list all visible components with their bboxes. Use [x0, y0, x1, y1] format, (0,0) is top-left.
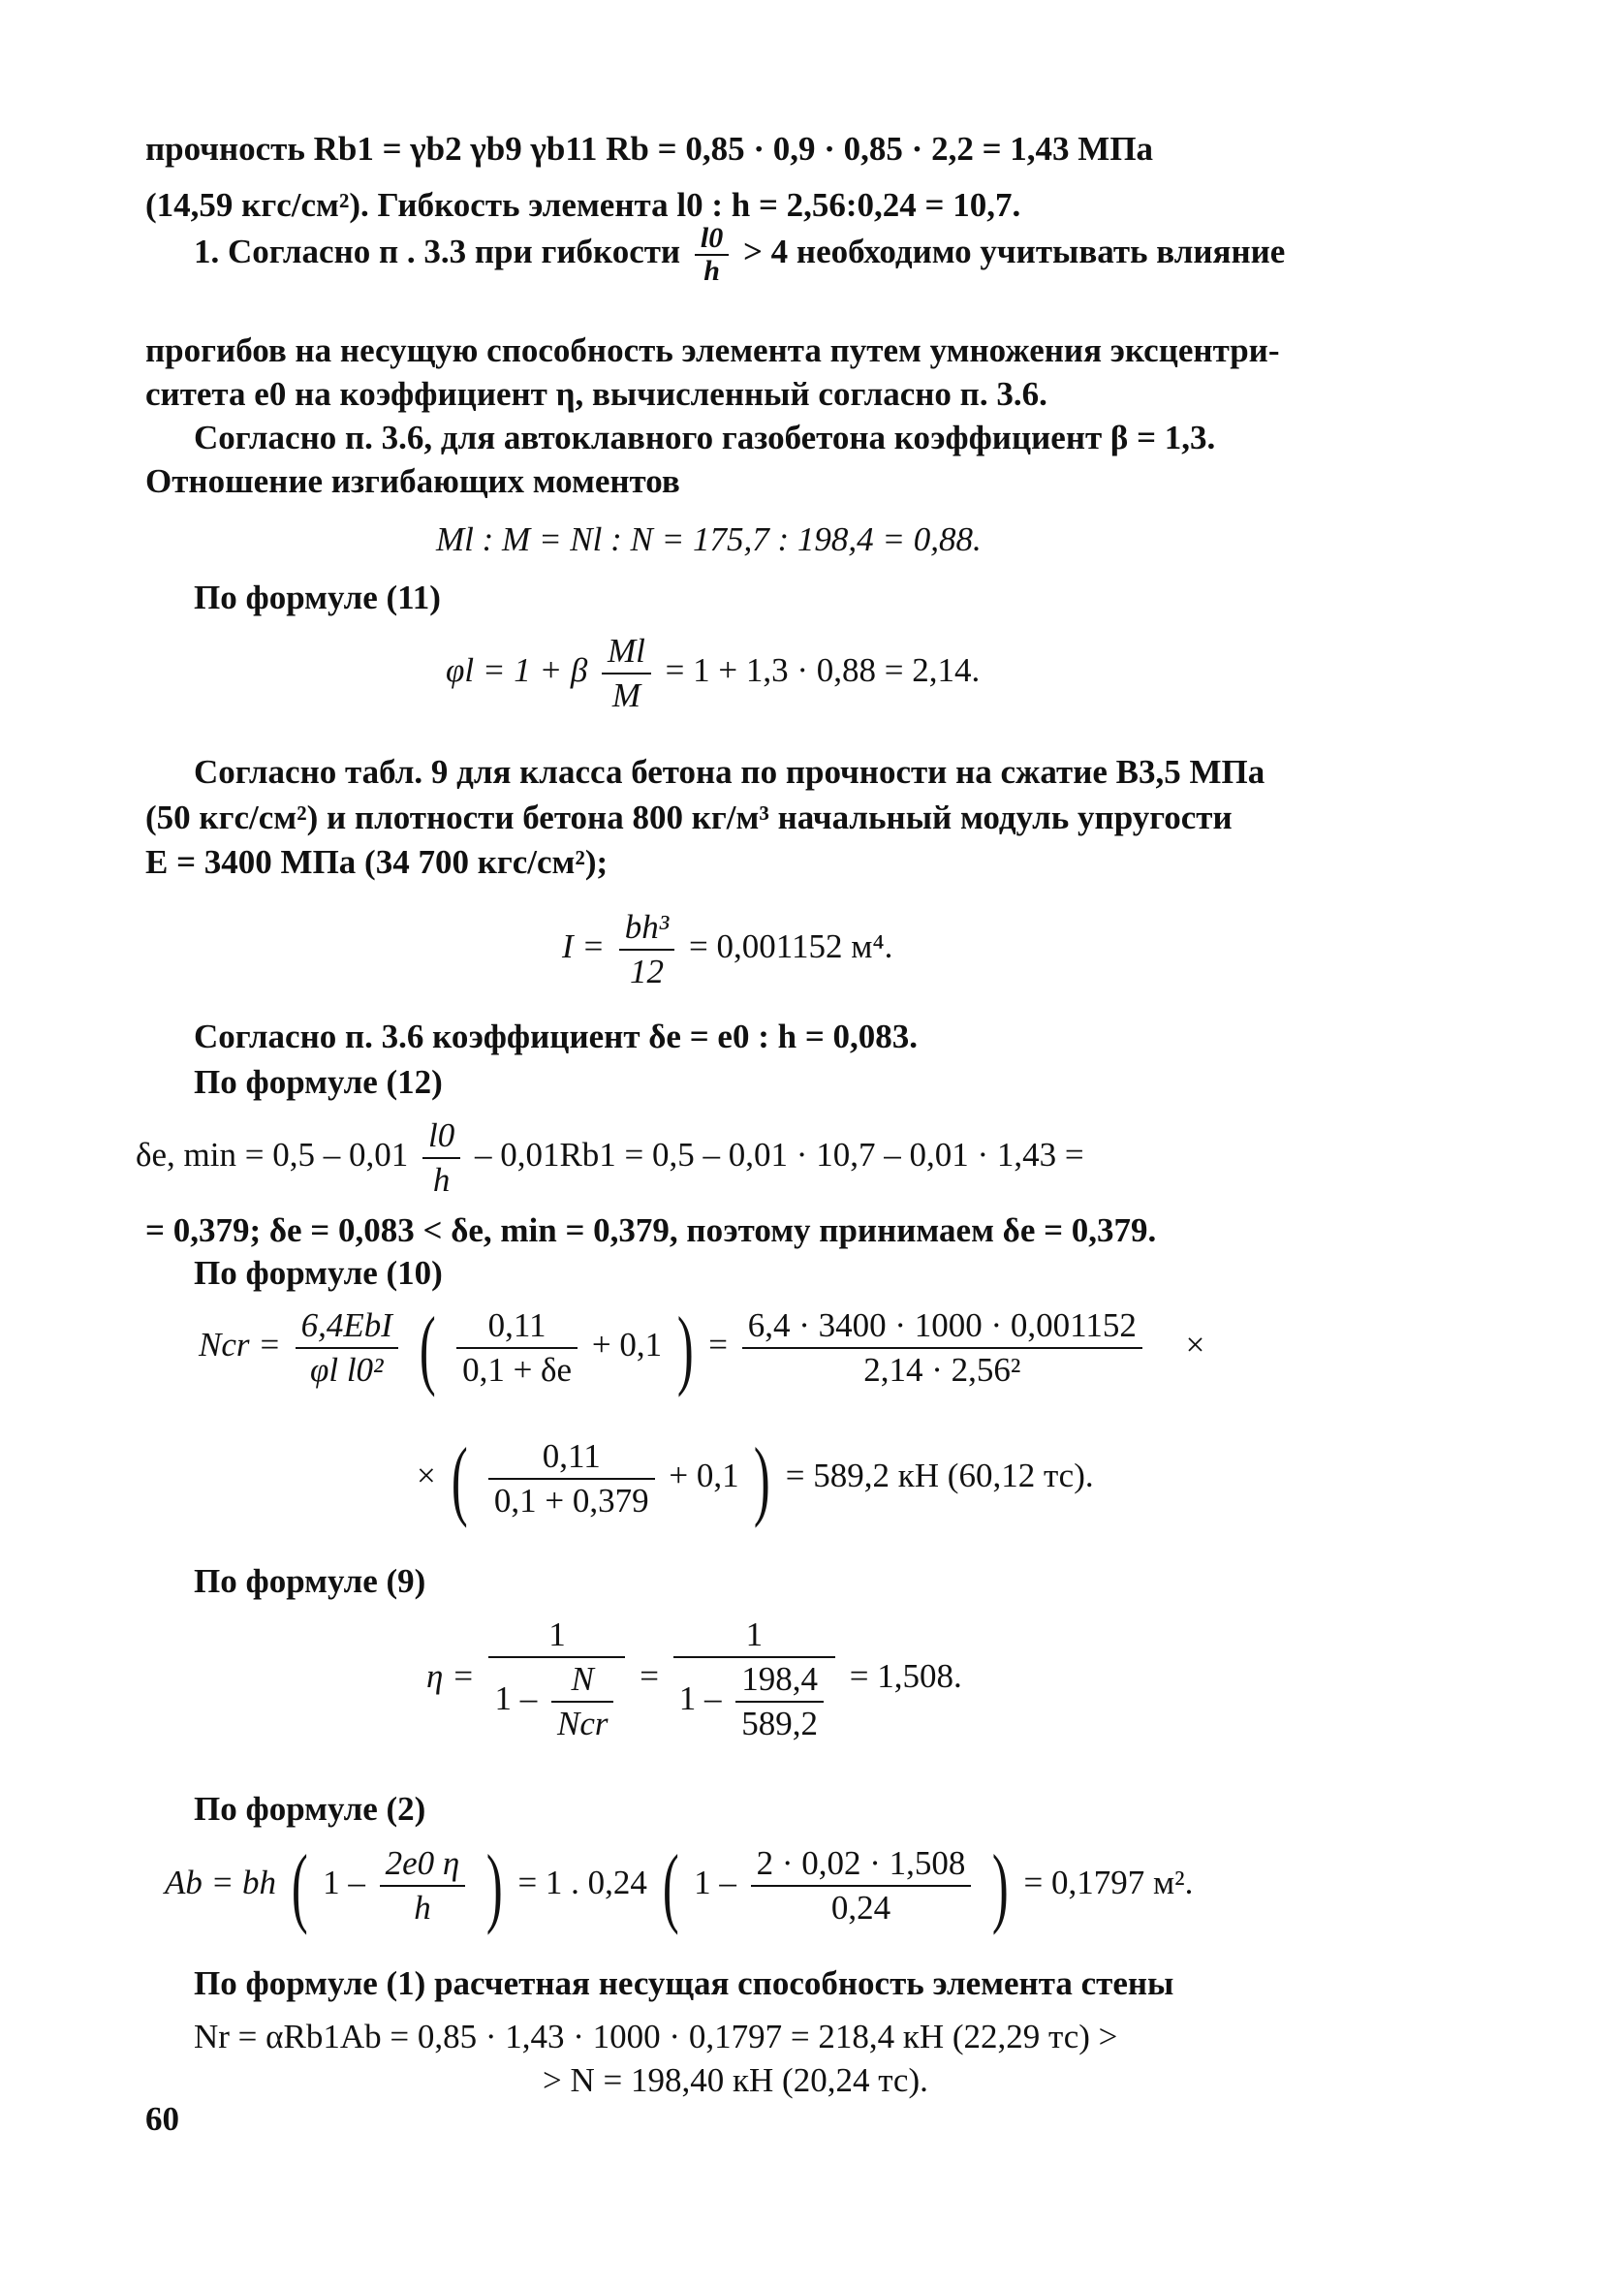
- eq-ncr-f3-den: 2,14 · 2,56²: [742, 1347, 1142, 1392]
- paragraph-3-line-3: E = 3400 МПа (34 700 кгс/см²);: [145, 843, 609, 881]
- eq-ncr2-mid: + 0,1: [669, 1457, 739, 1495]
- right-paren: ): [754, 1429, 771, 1528]
- eq-eta-f1-num: 1: [548, 1615, 566, 1653]
- paragraph-1-line-2: прогибов на несущую способность элемента путем умножения эксцентри-: [145, 331, 1280, 369]
- left-paren: (: [451, 1429, 468, 1528]
- eq-ncr-f2-num: 0,11: [487, 1306, 547, 1344]
- eq-ncr-mid: + 0,1: [591, 1326, 663, 1364]
- right-paren: ): [676, 1299, 694, 1397]
- eq-ncr2-den: 0,1 + 0,379: [488, 1478, 655, 1522]
- eq-eta-eq: =: [640, 1657, 659, 1696]
- eq-I-right: = 0,001152 м⁴.: [689, 927, 893, 966]
- p1-start: 1. Согласно п . 3.3 при гибкости: [194, 233, 681, 271]
- eq-de-left: δe, min = 0,5 – 0,01: [136, 1136, 409, 1175]
- eq-ab-f1-num: 2e0 η: [385, 1844, 460, 1882]
- left-paren: (: [419, 1299, 436, 1397]
- eq-ab-f1-den: h: [380, 1885, 466, 1929]
- label-formula-12: По формуле (12): [194, 1063, 443, 1101]
- eq-ncr-f1-num: 6,4EbI: [300, 1306, 392, 1344]
- text-line-slenderness: (14,59 кгс/см²). Гибкость элемента l0 : h = 2,56:0,24 = 10,7.: [145, 186, 1021, 224]
- eq-I-fraction: [619, 906, 675, 993]
- eq-ab-in2: 1 –: [694, 1864, 736, 1902]
- eq-eta-f1-den: [488, 1656, 625, 1745]
- eq-I-den: 12: [619, 949, 675, 993]
- eq-eta-f2-inner-num: 198,4: [741, 1660, 818, 1698]
- eq-ncr-f3-num: 6,4 · 3400 · 1000 · 0,001152: [747, 1306, 1137, 1344]
- label-formula-1: По формуле (1) расчетная несущая способность элемента стены: [194, 1964, 1174, 2002]
- paragraph-3-line-1: Согласно табл. 9 для класса бетона по прочности на сжатие В3,5 МПа: [194, 753, 1265, 791]
- eq-ncr-times: ×: [1185, 1326, 1205, 1364]
- right-paren: ): [992, 1836, 1009, 1935]
- p1-frac-num: l0: [700, 222, 724, 254]
- eq-ncr2-num: 0,11: [542, 1437, 601, 1475]
- eq-ab-f2-num: 2 · 0,02 · 1,508: [756, 1844, 966, 1882]
- paragraph-2-line-2: Отношение изгибающих моментов: [145, 462, 680, 500]
- p1-frac-den: h: [695, 254, 729, 287]
- label-formula-9: По формуле (9): [194, 1562, 426, 1600]
- equation-nr-line-2: > N = 198,40 кН (20,24 тс).: [543, 2061, 928, 2099]
- eq-eta-f1-inner: [551, 1658, 614, 1745]
- eq-ab-fraction-1: [380, 1842, 466, 1929]
- eq-eta-fraction-1: [488, 1614, 625, 1745]
- eq-ncr-fraction-1: [296, 1304, 398, 1392]
- eq-ab-fraction-2: [751, 1842, 972, 1929]
- paragraph-2-line-1: Согласно п. 3.6, для автоклавного газобетона коэффициент β = 1,3.: [194, 419, 1216, 456]
- eq-ab-in1: 1 –: [323, 1864, 365, 1902]
- p1-fraction: [695, 223, 729, 287]
- left-paren: (: [662, 1836, 679, 1935]
- eq-de-num: l0: [427, 1116, 455, 1154]
- eq-eta-left: η =: [426, 1657, 475, 1696]
- equation-moment-of-inertia: [562, 906, 892, 993]
- equation-delta-e-min: [136, 1114, 1084, 1202]
- eq-eta-f1-inner-num: N: [571, 1660, 594, 1698]
- label-formula-10: По формуле (10): [194, 1254, 443, 1292]
- eq-ab-right: = 0,1797 м².: [1023, 1864, 1194, 1902]
- equation-moment-ratio: Ml : M = Nl : N = 175,7 : 198,4 = 0,88.: [436, 520, 982, 558]
- eq-ab-mid: = 1 . 0,24: [517, 1864, 647, 1902]
- eq-de-fraction: [422, 1114, 460, 1202]
- eq-phi-den: M: [602, 673, 651, 717]
- eq-I-num: bh³: [624, 908, 670, 946]
- label-formula-2: По формуле (2): [194, 1790, 426, 1828]
- eq-ncr-fraction-3: [742, 1304, 1142, 1392]
- equation-ab: [165, 1836, 1194, 1935]
- eq-ncr2-times: ×: [417, 1457, 436, 1495]
- eq-phi-fraction: [602, 630, 651, 717]
- equation-nr-line-1: Nr = αRb1Ab = 0,85 · 1,43 · 1000 · 0,1797 = 218,4 кН (22,29 тс) >: [194, 2018, 1118, 2055]
- eq-eta-f1-den-a: 1 –: [494, 1679, 538, 1718]
- paragraph-1-line-3: ситета e0 на коэффициент η, вычисленный согласно п. 3.6.: [145, 375, 1047, 413]
- eq-ncr-f2-den: 0,1 + δe: [456, 1347, 578, 1392]
- eq-eta-fraction-2: [673, 1614, 835, 1745]
- equation-ncr: [199, 1299, 1205, 1397]
- right-paren: ): [485, 1836, 503, 1935]
- paragraph-3-line-2: (50 кгс/см²) и плотности бетона 800 кг/м³ начальный модуль упругости: [145, 799, 1233, 836]
- eq-ncr2-right: = 589,2 кН (60,12 тс).: [785, 1457, 1094, 1495]
- eq-eta-f2-inner-den: 589,2: [735, 1701, 824, 1745]
- eq-phi-left: φl = 1 + β: [446, 651, 588, 690]
- left-paren: (: [291, 1836, 308, 1935]
- eq-ab-f2-den: 0,24: [751, 1885, 972, 1929]
- eq-phi-right: = 1 + 1,3 · 0,88 = 2,14.: [665, 651, 981, 690]
- eq-eta-f2-den-a: 1 –: [678, 1679, 722, 1718]
- paragraph-4-line-1: Согласно п. 3.6 коэффициент δe = e0 : h = 0,083.: [194, 1018, 919, 1055]
- equation-ncr-line-2: [417, 1429, 1094, 1528]
- text-line-strength: прочность Rb1 = γb2 γb9 γb11 Rb = 0,85 · 0,9 · 0,85 · 2,2 = 1,43 МПа: [145, 130, 1154, 168]
- eq-I-left: I =: [562, 927, 606, 966]
- eq-eta-f2-inner: [735, 1658, 824, 1745]
- eq-ncr-fraction-2: [456, 1304, 578, 1392]
- eq-ncr-eq: =: [708, 1326, 728, 1364]
- eq-ab-left: Ab = bh: [165, 1864, 276, 1902]
- page-number: 60: [145, 2100, 179, 2138]
- eq-ncr-left: Ncr =: [199, 1326, 281, 1364]
- eq-de-right: – 0,01Rb1 = 0,5 – 0,01 · 10,7 – 0,01 · 1,43 =: [474, 1136, 1084, 1175]
- eq-eta-f2-num: 1: [745, 1615, 764, 1653]
- eq-ncr2-fraction: [488, 1435, 655, 1522]
- eq-eta-f2-den: [673, 1656, 835, 1745]
- label-formula-11: По формуле (11): [194, 579, 441, 616]
- equation-eta: [426, 1614, 962, 1745]
- eq-de-den: h: [422, 1157, 460, 1202]
- paragraph-1-line-1: [194, 223, 1285, 287]
- eq-eta-f1-inner-den: Ncr: [551, 1701, 614, 1745]
- eq-eta-right: = 1,508.: [849, 1657, 962, 1696]
- equation-phi: [446, 630, 980, 717]
- eq-phi-num: Ml: [608, 632, 645, 670]
- eq-ncr-f1-den: φl l0²: [296, 1347, 398, 1392]
- equation-delta-e-line-2: = 0,379; δe = 0,083 < δe, min = 0,379, поэтому принимаем δe = 0,379.: [145, 1211, 1157, 1249]
- p1-end: > 4 необходимо учитывать влияние: [742, 233, 1286, 271]
